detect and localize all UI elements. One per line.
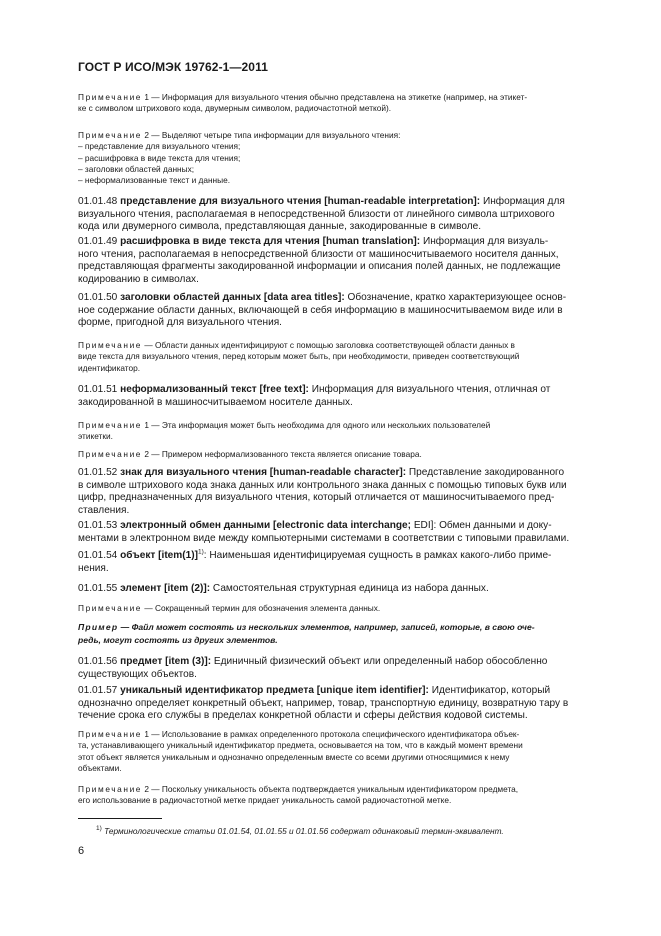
term-entry-01-01-55: 01.01.55 элемент [item (2)]: Самостоятельная структурная единица из набора данных. [78,583,489,594]
footnote-mark: 1) [96,825,102,833]
page-number: 6 [78,845,85,857]
term-title: представление для визуального чтения [human-readable interpretation]: [120,196,481,207]
term-50-note: Примечание — Области данных идентифицируют с помощью заголовка соответствующей области данных в виде текста для визуального чтения, перед которым может быть, при необходимости, приведен соответствующий идентификатор. [78,340,520,373]
term-entry-01-01-52: 01.01.52 знак для визуального чтения [human-readable character]: Представление закодированного в символе штрихового кода знака данных или контрольного знака данных с помощью типовых букв или цифр, предназначенных для визуального чтения, который отличается от машиносчитываемого пред- ставления. [78,467,567,517]
term-entry-01-01-51: 01.01.51 неформализованный текст [free text]: Информация для визуального чтения, отличная от закодированной в машиносчитываемом носителе данных. [78,384,551,408]
term-entry-01-01-56: 01.01.56 предмет [item (3)]: Единичный физический объект или определенный набор обособленно существующих объектов. [78,656,548,680]
note-label: Примечание [78,603,143,613]
term-entry-01-01-57: 01.01.57 уникальный идентификатор предмета [unique item identifier]: Идентификатор, который однозначно определяет конкретный объект, например, товар, транспортную единицу, возвратную тару в течение срока его службы в пределах конкретной области и сферы действия кодовой системы. [78,685,569,722]
list-item: – представление для визуального чтения; [78,141,241,152]
term-entry-01-01-53: 01.01.53 электронный обмен данными [electronic data interchange; EDI]: Обмен данными и доку- ментами в электронном виде между компьютерными системами в соответствии с типовыми правилами. [78,520,570,544]
note-label: Примечание [78,92,143,102]
note-label: Примечание [78,449,143,459]
term-title: неформализованный текст [free text]: [120,384,309,395]
note-label: Примечание [78,130,143,140]
term-entry-01-01-49: 01.01.49 расшифровка в виде текста для чтения [human translation]: Информация для визуаль- ного чтения, располагаемая в непосредственной близости от машиносчитываемого носителя данных, представляющая фрагменты закодированной информации и описания полей данных, не подлежащие кодированию в символах. [78,236,561,286]
term-title: уникальный идентификатор предмета [unique item identifier]: [120,685,429,696]
term-title: расшифровка в виде текста для чтения [human translation]: [120,236,421,247]
term-title: заголовки областей данных [data area titles]: [120,292,345,303]
term-51-note-2: Примечание 2 — Примером неформализованного текста является описание товара. [78,449,422,459]
footnote [96,826,616,836]
list-item: – неформализованные текст и данные. [78,175,231,186]
term-title: предмет [item (3)]: [120,656,212,667]
term-51-note-1: Примечание 1 — Эта информация может быть необходима для одного или нескольких пользователей этикетки. [78,420,491,442]
term-entry-01-01-48: 01.01.48 представление для визуального чтения [human-readable interpretation]: Информация для визуального чтения, располагаемая в непосредственной близости от линейного символа штрихового кода или двумерного символа, представляющая данные, закодированные в символе. [78,196,565,233]
term-55-example: Пример — Файл может состоять из нескольких элементов, например, записей, которые, в свою оче- редь, могут состоять из других элементов. [78,622,535,645]
term-title: знак для визуального чтения [human-readable character]: [120,467,407,478]
term-entry-01-01-50: 01.01.50 заголовки областей данных [data area titles]: Обозначение, кратко характеризующее основ- ное содержание области данных, включающей в себя информацию в машиносчитываемом виде или в форме, пригодной для визуального чтения. [78,292,567,329]
term-title: электронный обмен данными [electronic data interchange; [120,520,412,531]
footnote-text: Терминологические статьи 01.01.54, 01.01.55 и 01.01.56 содержат одинаковый термин-эквивалент. [101,826,504,836]
term-title: элемент [item (2)]: [120,583,211,594]
standard-header: ГОСТ Р ИСО/МЭК 19762-1—2011 [78,60,268,74]
term-57-note-1: Примечание 1 — Использование в рамках определенного протокола специфического идентификатора объек- та, устанавливающего уникальный идентификатор предмета, основывается на том, что в каждый момент времени этот объект является уникальным и однозначно определенным вместе со всеми другими относящимися к нему объектами. [78,729,523,773]
list-item: – расшифровка в виде текста для чтения; [78,152,241,163]
footnote-divider [78,818,162,819]
term-title: объект [item(1)] [120,550,198,561]
note-label: Примечание [78,784,143,794]
example-label: Пример [78,622,119,632]
intro-note-2: Примечание 2 — Выделяют четыре типа информации для визуального чтения: – представление для визуального чтения; – расшифровка в виде текста для чтения; – заголовки областей данных; – неформализованные текст и данные. [78,130,613,186]
intro-note-1: Примечание 1 — Информация для визуального чтения обычно представлена на этикетке (например, на этикет- ке с символом штрихового кода, двумерным символом, радиочастотной меткой). [78,92,528,114]
footnote-ref: 1) [197,548,204,556]
list-item: – заголовки областей данных; [78,163,195,174]
note-label: Примечание [78,420,143,430]
note-label: Примечание [78,729,143,739]
term-55-note: Примечание — Сокращенный термин для обозначения элемента данных. [78,603,381,613]
term-57-note-2: Примечание 2 — Поскольку уникальность объекта подтверждается уникальным идентификатором предмета, его использование в радиочастотной метке придает уникальность самой радиочастотной метке. [78,784,519,806]
note-label: Примечание [78,340,143,350]
term-entry-01-01-54: 01.01.54 объект [item(1)]$^{1)}$: Наименьшая идентифицируемая сущность в рамках какого-либо приме- нения. [78,548,552,574]
